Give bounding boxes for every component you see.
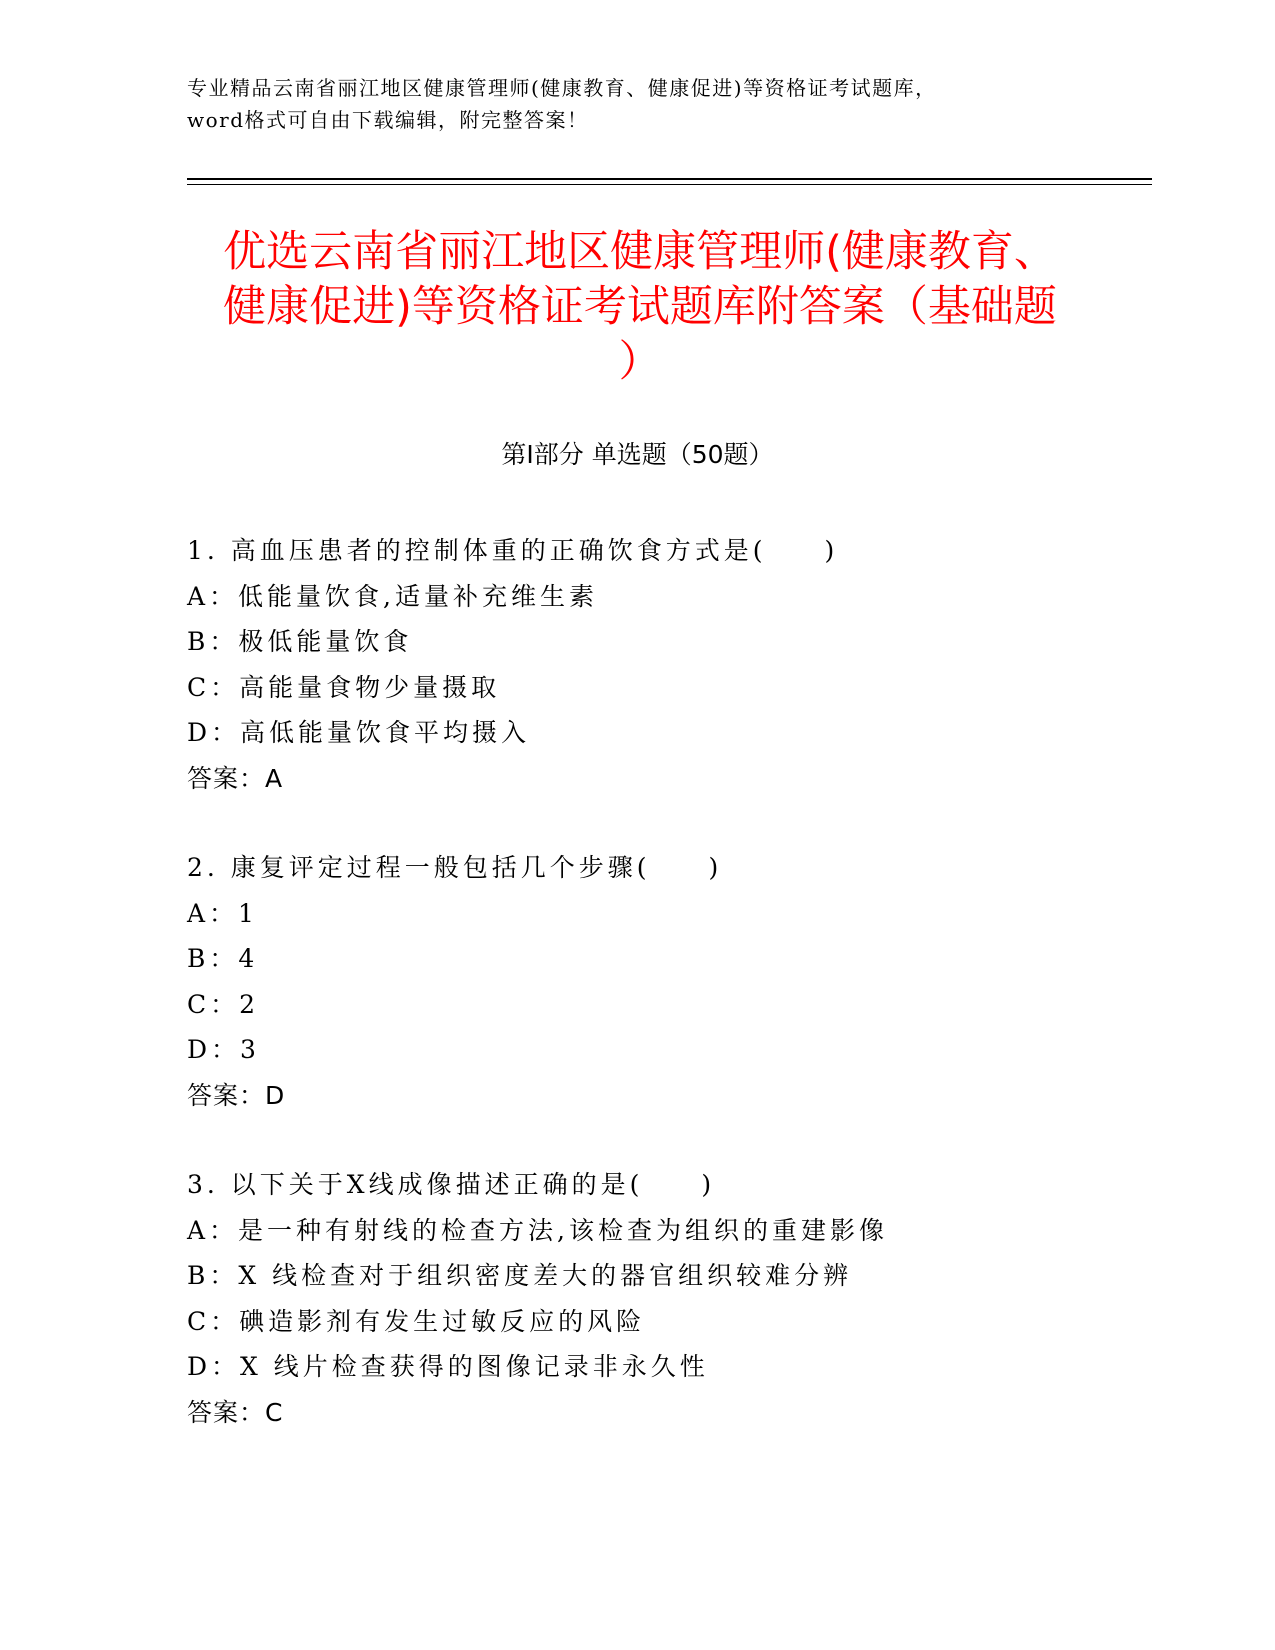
header-divider-thin xyxy=(187,184,1152,185)
option-c: C：2 xyxy=(187,989,260,1019)
option-a: A：1 xyxy=(187,898,258,928)
document-title xyxy=(190,225,1090,390)
option-b: B：X 线检查对于组织密度差大的器官组织较难分辨 xyxy=(187,1261,853,1290)
option-c: C：碘造影剂有发生过敏反应的风险 xyxy=(187,1306,646,1336)
header-note-line-2: word格式可自由下载编辑，附完整答案！ xyxy=(187,108,589,132)
option-b: B：极低能量饮食 xyxy=(187,627,413,656)
question-stem: 2. 康复评定过程一般包括几个步骤( ) xyxy=(187,853,723,882)
header-note-line-1: 专业精品云南省丽江地区健康管理师(健康教育、健康促进)等资格证考试题库， xyxy=(187,76,937,100)
option-d: D：3 xyxy=(187,1035,260,1064)
question-item xyxy=(187,1162,1137,1435)
document-title-line-2: 健康促进)等资格证考试题库附答案（基础题 xyxy=(223,282,1057,332)
question-stem: 1. 高血压患者的控制体重的正确饮食方式是( ) xyxy=(187,536,839,565)
question-item xyxy=(187,528,1137,801)
option-c: C：高能量食物少量摄取 xyxy=(187,672,501,702)
answer-key: 答案：D xyxy=(187,1080,286,1110)
option-b: B：4 xyxy=(187,944,259,973)
document-title-line-3: ） xyxy=(618,337,662,387)
section-title: 第Ⅰ部分 单选题（50题） xyxy=(501,440,774,469)
question-stem: 3. 以下关于X线成像描述正确的是( ) xyxy=(187,1170,716,1199)
option-a: A：是一种有射线的检查方法,该检查为组织的重建影像 xyxy=(187,1215,889,1245)
document-title-line-1: 优选云南省丽江地区健康管理师(健康教育、 xyxy=(223,227,1057,277)
question-list xyxy=(187,528,1137,1479)
header-note xyxy=(187,72,1087,136)
answer-key: 答案：C xyxy=(187,1397,284,1427)
question-item xyxy=(187,845,1137,1118)
option-a: A：低能量饮食,适量补充维生素 xyxy=(187,581,599,611)
answer-key: 答案：A xyxy=(187,763,284,793)
header-divider-thick xyxy=(187,178,1152,180)
option-d: D：X 线片检查获得的图像记录非永久性 xyxy=(187,1352,709,1381)
option-d: D：高低能量饮食平均摄入 xyxy=(187,718,531,747)
